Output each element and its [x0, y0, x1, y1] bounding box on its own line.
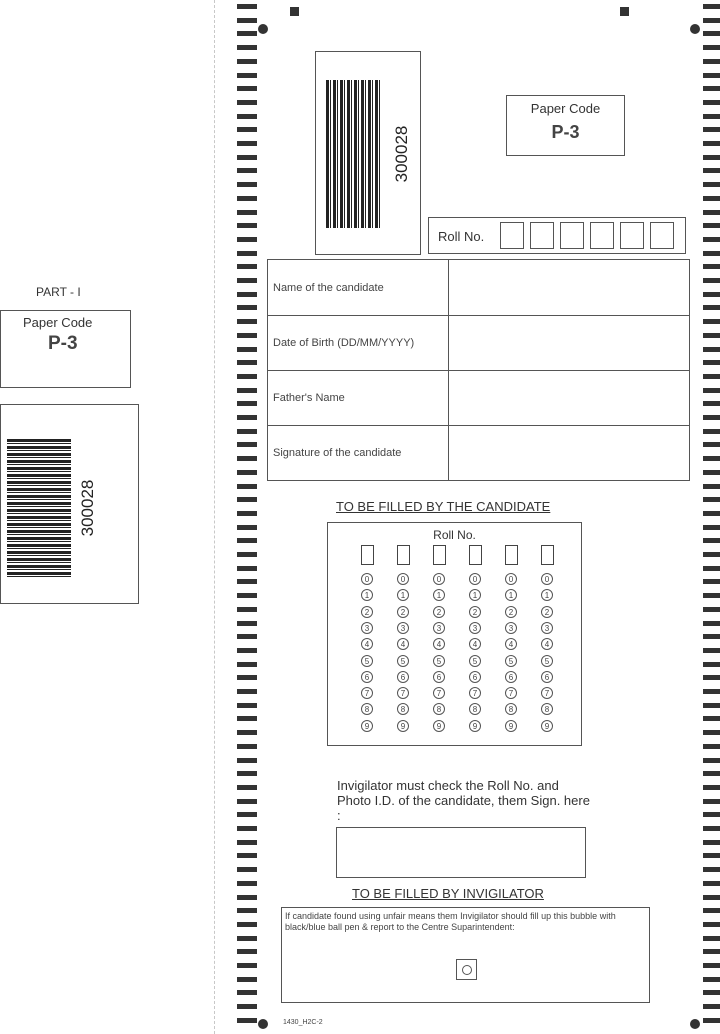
- name-label: Name of the candidate: [268, 260, 449, 315]
- omr-bubble[interactable]: 5: [505, 655, 517, 667]
- roll-no-cell[interactable]: [650, 222, 674, 249]
- omr-bubble[interactable]: 7: [469, 687, 481, 699]
- omr-bubble[interactable]: 9: [361, 720, 373, 732]
- omr-bubble[interactable]: 6: [505, 671, 517, 683]
- perforation-mark: [237, 484, 257, 489]
- father-name-label: Father's Name: [268, 370, 449, 425]
- perforation-mark: [703, 525, 720, 530]
- perforation-mark: [237, 333, 257, 338]
- table-row: [268, 315, 689, 371]
- perforation-mark: [703, 840, 720, 845]
- perforation-mark: [237, 566, 257, 571]
- perforation-mark: [703, 538, 720, 543]
- perforation-mark: [237, 360, 257, 365]
- perforation-mark: [703, 853, 720, 858]
- timing-dot: [258, 24, 268, 34]
- perforation-mark: [237, 744, 257, 749]
- omr-bubble[interactable]: 1: [469, 589, 481, 601]
- perforation-mark: [703, 963, 720, 968]
- stub-barcode-number: 300028: [78, 479, 97, 537]
- perforation-mark: [237, 812, 257, 817]
- perforation-mark: [703, 470, 720, 475]
- perforation-mark: [703, 429, 720, 434]
- perforation-mark: [703, 264, 720, 269]
- perforation-mark: [703, 374, 720, 379]
- perforation-mark: [703, 977, 720, 982]
- perforation-mark: [237, 593, 257, 598]
- omr-bubble[interactable]: 9: [541, 720, 553, 732]
- perforation-mark: [703, 1018, 720, 1023]
- omr-bubble[interactable]: 9: [469, 720, 481, 732]
- omr-bubble[interactable]: 7: [361, 687, 373, 699]
- perforation-mark: [703, 566, 720, 571]
- omr-column: [505, 545, 521, 741]
- omr-bubble[interactable]: 5: [361, 655, 373, 667]
- omr-bubble[interactable]: 1: [361, 589, 373, 601]
- perforation-mark: [237, 607, 257, 612]
- perforation-mark: [703, 31, 720, 36]
- perforation-mark: [703, 401, 720, 406]
- left-perforation-strip: [237, 0, 257, 1034]
- perforation-mark: [237, 758, 257, 763]
- perforation-mark: [703, 758, 720, 763]
- omr-bubble[interactable]: 3: [433, 622, 445, 634]
- omr-write-box[interactable]: [505, 545, 518, 565]
- perforation-mark: [703, 771, 720, 776]
- omr-column: [397, 545, 413, 741]
- perforation-mark: [703, 45, 720, 50]
- omr-bubble[interactable]: 7: [397, 687, 409, 699]
- omr-bubble[interactable]: 4: [361, 638, 373, 650]
- omr-bubble[interactable]: 4: [397, 638, 409, 650]
- omr-roll-grid: [327, 522, 582, 746]
- perforation-mark: [237, 621, 257, 626]
- perforation-mark: [703, 168, 720, 173]
- omr-bubble[interactable]: 3: [397, 622, 409, 634]
- paper-code-box: [506, 95, 625, 156]
- perforation-mark: [703, 251, 720, 256]
- perforation-mark: [703, 223, 720, 228]
- unfair-means-box: [281, 907, 650, 1003]
- candidate-section-heading: TO BE FILLED BY THE CANDIDATE: [336, 499, 551, 514]
- perforation-mark: [237, 538, 257, 543]
- omr-bubble[interactable]: 0: [469, 573, 481, 585]
- invigilator-signature-field[interactable]: [336, 827, 586, 878]
- perforation-mark: [703, 4, 720, 9]
- perforation-mark: [237, 251, 257, 256]
- perforation-mark: [703, 442, 720, 447]
- perforation-mark: [703, 415, 720, 420]
- perforation-mark: [237, 771, 257, 776]
- perforation-mark: [237, 511, 257, 516]
- perforation-mark: [703, 990, 720, 995]
- omr-bubble[interactable]: 5: [541, 655, 553, 667]
- perforation-mark: [703, 59, 720, 64]
- perforation-mark: [237, 703, 257, 708]
- perforation-mark: [237, 908, 257, 913]
- timing-dot: [690, 24, 700, 34]
- omr-write-box[interactable]: [433, 545, 446, 565]
- perforation-mark: [237, 237, 257, 242]
- perforation-mark: [237, 388, 257, 393]
- perforation-mark: [703, 634, 720, 639]
- perforation-mark: [703, 73, 720, 78]
- perforation-mark: [237, 4, 257, 9]
- perforation-mark: [237, 881, 257, 886]
- perforation-mark: [237, 552, 257, 557]
- omr-bubble[interactable]: 1: [541, 589, 553, 601]
- perforation-mark: [703, 319, 720, 324]
- unfair-means-bubble[interactable]: [462, 965, 472, 975]
- perforation-mark: [703, 662, 720, 667]
- perforation-mark: [237, 1018, 257, 1023]
- perforation-mark: [237, 689, 257, 694]
- perforation-mark: [237, 497, 257, 502]
- omr-column: [469, 545, 485, 741]
- omr-bubble[interactable]: 4: [505, 638, 517, 650]
- perforation-mark: [703, 689, 720, 694]
- perforation-mark: [703, 593, 720, 598]
- perforation-mark: [237, 196, 257, 201]
- perforation-mark: [237, 155, 257, 160]
- invigilator-section-heading: TO BE FILLED BY INVIGILATOR: [352, 886, 544, 901]
- perforation-mark: [237, 456, 257, 461]
- invigilator-note: Invigilator must check the Roll No. and Photo I.D. of the candidate, them Sign. here :: [337, 778, 590, 823]
- perforation-mark: [703, 716, 720, 721]
- omr-bubble[interactable]: 2: [505, 606, 517, 618]
- perforation-mark: [703, 1004, 720, 1009]
- perforation-mark: [237, 922, 257, 927]
- part-label: PART - I: [36, 285, 81, 299]
- omr-bubble[interactable]: 7: [541, 687, 553, 699]
- perforation-mark: [237, 442, 257, 447]
- perforation-mark: [237, 895, 257, 900]
- perforation-mark: [703, 305, 720, 310]
- stub-paper-code-box: [0, 310, 131, 388]
- omr-bubble[interactable]: 1: [505, 589, 517, 601]
- omr-bubble[interactable]: 6: [433, 671, 445, 683]
- perforation-mark: [237, 127, 257, 132]
- omr-bubble[interactable]: 2: [433, 606, 445, 618]
- registration-mark: [620, 7, 629, 16]
- omr-bubble[interactable]: 2: [397, 606, 409, 618]
- barcode: [326, 80, 382, 228]
- unfair-means-text: If candidate found using unfair means them Invigilator should fill up this bubble with black/blue ball pen & report to the Centre Suparintendent:: [285, 911, 616, 932]
- roll-no-cells: [500, 222, 680, 249]
- perforation-mark: [703, 730, 720, 735]
- perforation-mark: [703, 621, 720, 626]
- roll-no-cell[interactable]: [530, 222, 554, 249]
- perforation-mark: [237, 292, 257, 297]
- perforation-mark: [237, 634, 257, 639]
- perforation-mark: [703, 607, 720, 612]
- omr-bubble[interactable]: 8: [469, 703, 481, 715]
- omr-bubble[interactable]: 0: [433, 573, 445, 585]
- perforation-mark: [237, 662, 257, 667]
- omr-bubble[interactable]: 5: [469, 655, 481, 667]
- perforation-mark: [703, 155, 720, 160]
- roll-no-cell[interactable]: [590, 222, 614, 249]
- perforation-mark: [237, 86, 257, 91]
- omr-write-box[interactable]: [361, 545, 374, 565]
- perforation-mark: [703, 196, 720, 201]
- omr-bubble[interactable]: 8: [397, 703, 409, 715]
- omr-bubble[interactable]: 9: [433, 720, 445, 732]
- perforation-mark: [703, 922, 720, 927]
- perforation-mark: [237, 401, 257, 406]
- perforation-mark: [237, 977, 257, 982]
- perforation-mark: [237, 525, 257, 530]
- perforation-mark: [237, 415, 257, 420]
- omr-bubble[interactable]: 4: [541, 638, 553, 650]
- perforation-mark: [703, 881, 720, 886]
- perforation-mark: [237, 853, 257, 858]
- omr-bubble[interactable]: 7: [505, 687, 517, 699]
- perforation-mark: [237, 264, 257, 269]
- perforation-mark: [237, 210, 257, 215]
- perforation-mark: [237, 141, 257, 146]
- perforation-mark: [237, 182, 257, 187]
- perforation-mark: [703, 237, 720, 242]
- perforation-mark: [703, 141, 720, 146]
- dob-field[interactable]: [449, 315, 689, 370]
- perforation-mark: [703, 799, 720, 804]
- stub-paper-code: P-3: [48, 333, 78, 354]
- omr-bubble[interactable]: 5: [397, 655, 409, 667]
- roll-no-cell[interactable]: [500, 222, 524, 249]
- omr-bubble[interactable]: 0: [541, 573, 553, 585]
- paper-code-label: Paper Code: [530, 101, 601, 116]
- perforation-mark: [237, 18, 257, 23]
- barcode-box: [315, 51, 421, 255]
- perforation-mark: [703, 388, 720, 393]
- stub-barcode-box: [0, 404, 139, 604]
- omr-bubble[interactable]: 7: [433, 687, 445, 699]
- omr-bubble[interactable]: 3: [505, 622, 517, 634]
- perforation-mark: [237, 730, 257, 735]
- perforation-mark: [703, 703, 720, 708]
- perforation-mark: [237, 305, 257, 310]
- stub-barcode: [7, 439, 71, 579]
- roll-no-label: Roll No.: [438, 229, 485, 244]
- signature-label: Signature of the candidate: [268, 425, 449, 480]
- perforation-mark: [703, 114, 720, 119]
- paper-code: P-3: [551, 122, 580, 142]
- perforation-mark: [237, 716, 257, 721]
- perforation-mark: [703, 895, 720, 900]
- perforation-mark: [703, 456, 720, 461]
- perforation-mark: [703, 127, 720, 132]
- perforation-mark: [237, 45, 257, 50]
- candidate-details-table: [267, 259, 690, 481]
- perforation-mark: [237, 867, 257, 872]
- omr-bubble[interactable]: 8: [541, 703, 553, 715]
- omr-bubble[interactable]: 6: [397, 671, 409, 683]
- perforation-mark: [703, 210, 720, 215]
- omr-column: [361, 545, 377, 741]
- perforation-mark: [237, 31, 257, 36]
- omr-bubble[interactable]: 6: [361, 671, 373, 683]
- unfair-means-bubble-box[interactable]: [456, 959, 477, 980]
- perforation-mark: [237, 100, 257, 105]
- omr-bubble[interactable]: 2: [469, 606, 481, 618]
- roll-no-cell[interactable]: [620, 222, 644, 249]
- perforation-mark: [237, 990, 257, 995]
- perforation-mark: [703, 511, 720, 516]
- table-row: [268, 260, 689, 316]
- timing-dot: [258, 1019, 268, 1029]
- omr-bubble[interactable]: 9: [397, 720, 409, 732]
- table-row: [268, 425, 689, 480]
- perforation-mark: [237, 168, 257, 173]
- perforation-mark: [703, 949, 720, 954]
- omr-bubble[interactable]: 0: [397, 573, 409, 585]
- perforation-mark: [237, 963, 257, 968]
- omr-write-box[interactable]: [397, 545, 410, 565]
- perforation-mark: [237, 1004, 257, 1009]
- omr-bubble[interactable]: 2: [361, 606, 373, 618]
- perforation-mark: [703, 867, 720, 872]
- perforation-mark: [703, 744, 720, 749]
- omr-roll-no-label: Roll No.: [433, 528, 476, 542]
- omr-bubble[interactable]: 6: [541, 671, 553, 683]
- perforation-mark: [703, 648, 720, 653]
- omr-bubble[interactable]: 4: [469, 638, 481, 650]
- omr-bubble[interactable]: 3: [541, 622, 553, 634]
- perforation-mark: [237, 347, 257, 352]
- omr-write-box[interactable]: [469, 545, 482, 565]
- omr-bubble[interactable]: 2: [541, 606, 553, 618]
- perforation-mark: [703, 497, 720, 502]
- perforation-mark: [237, 579, 257, 584]
- perforation-mark: [237, 785, 257, 790]
- name-field[interactable]: [449, 260, 689, 315]
- perforation-mark: [237, 59, 257, 64]
- perforation-mark: [703, 292, 720, 297]
- perforation-mark: [237, 429, 257, 434]
- perforation-mark: [237, 319, 257, 324]
- perforation-mark: [703, 908, 720, 913]
- roll-no-cell[interactable]: [560, 222, 584, 249]
- father-name-field[interactable]: [449, 370, 689, 425]
- perforation-mark: [703, 278, 720, 283]
- perforation-mark: [703, 675, 720, 680]
- signature-field[interactable]: [449, 425, 689, 480]
- perforation-mark: [703, 182, 720, 187]
- perforation-mark: [237, 278, 257, 283]
- timing-dot: [690, 1019, 700, 1029]
- perforation-mark: [703, 347, 720, 352]
- stub-paper-code-label: Paper Code: [23, 315, 93, 330]
- omr-column: [541, 545, 557, 741]
- perforation-mark: [237, 840, 257, 845]
- omr-columns: [328, 523, 581, 745]
- perforation-mark: [703, 826, 720, 831]
- perforation-mark: [703, 785, 720, 790]
- perforation-mark: [237, 114, 257, 119]
- perforation-mark: [703, 484, 720, 489]
- barcode-number: 300028: [392, 125, 411, 183]
- omr-bubble[interactable]: 4: [433, 638, 445, 650]
- perforation-mark: [237, 675, 257, 680]
- form-code: 1430_H2C-2: [283, 1019, 323, 1026]
- omr-bubble[interactable]: 8: [433, 703, 445, 715]
- perforation-mark: [703, 333, 720, 338]
- omr-bubble[interactable]: 6: [469, 671, 481, 683]
- perforation-mark: [703, 360, 720, 365]
- omr-bubble[interactable]: 1: [397, 589, 409, 601]
- perforation-mark: [237, 223, 257, 228]
- roll-no-box: [428, 217, 686, 254]
- perforation-mark: [703, 936, 720, 941]
- perforation-mark: [703, 812, 720, 817]
- omr-bubble[interactable]: 3: [469, 622, 481, 634]
- right-perforation-strip: [703, 0, 720, 1034]
- table-row: [268, 370, 689, 426]
- perforation-mark: [237, 374, 257, 379]
- perforation-mark: [237, 936, 257, 941]
- omr-write-box[interactable]: [541, 545, 554, 565]
- omr-bubble[interactable]: 8: [361, 703, 373, 715]
- omr-bubble[interactable]: 0: [361, 573, 373, 585]
- omr-bubble[interactable]: 3: [361, 622, 373, 634]
- perforation-mark: [703, 100, 720, 105]
- perforation-mark: [237, 470, 257, 475]
- perforation-mark: [237, 73, 257, 78]
- perforation-mark: [703, 552, 720, 557]
- perforation-mark: [237, 826, 257, 831]
- perforation-mark: [703, 86, 720, 91]
- perforation-mark: [237, 799, 257, 804]
- perforation-mark: [703, 18, 720, 23]
- dob-label: Date of Birth (DD/MM/YYYY): [268, 315, 449, 370]
- omr-bubble[interactable]: 1: [433, 589, 445, 601]
- tear-line: [214, 0, 215, 1034]
- registration-mark: [290, 7, 299, 16]
- omr-bubble[interactable]: 0: [505, 573, 517, 585]
- perforation-mark: [237, 949, 257, 954]
- perforation-mark: [237, 648, 257, 653]
- omr-column: [433, 545, 449, 741]
- omr-bubble[interactable]: 5: [433, 655, 445, 667]
- omr-bubble[interactable]: 9: [505, 720, 517, 732]
- omr-bubble[interactable]: 8: [505, 703, 517, 715]
- perforation-mark: [703, 579, 720, 584]
